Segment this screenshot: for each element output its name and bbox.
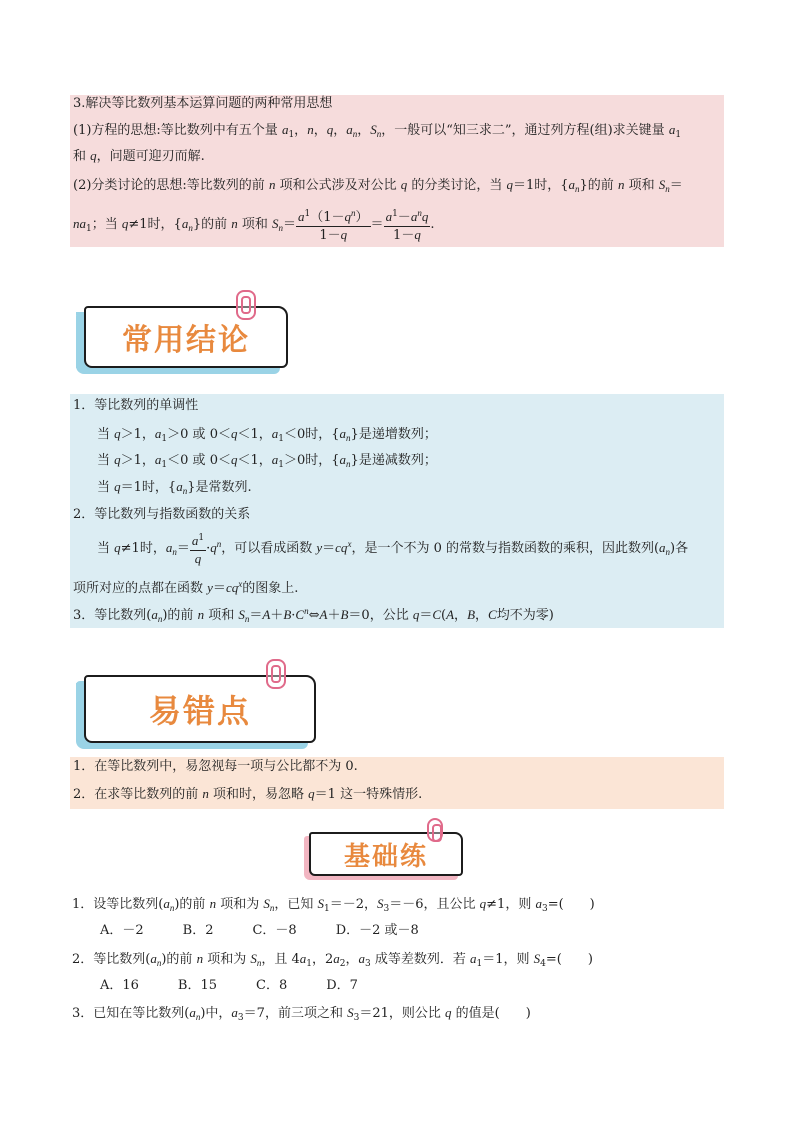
conclusion-1-heading: 1．等比数列的单调性 <box>73 398 199 413</box>
banner-title: 基础练 <box>343 841 428 872</box>
sum-formula-fraction: $\frac{a^1(1-q^n)}{1-q}$ <box>296 205 371 244</box>
banner-title: 易错点 <box>148 692 251 730</box>
section3-heading: 3.解决等比数列基本运算问题的两种常用思想 <box>73 96 333 111</box>
exercise-1: 1．设等比数列$(a_n)$的前 n 项和为 $S_n$，已知 $S_1=-2$，$S_3=-6$，且公比 q≠1，则 $a_3=$( ) <box>72 896 595 914</box>
conclusions-box <box>70 394 724 628</box>
section3-p2: (2)分类讨论的思想:等比数列的前 n 项和公式涉及对公比 q 的分类讨论，当 q＝1时，$\{a_n\}$的前 n 项和 $S_n=$ <box>73 177 683 194</box>
section3-p1: (1)方程的思想:等比数列中有五个量 $a_1$，n，q，$a_n$，$S_n$，一般可以“知三求二”，通过列方程(组)求关键量 $a_1$ <box>73 122 682 140</box>
paperclip-icon <box>266 659 286 689</box>
conclusion-1a: 当 q＞1，$a_1>0$ 或 0＜q＜1，$a_1<0$时，$\{a_n\}$是递增数列； <box>97 426 437 444</box>
pitfall-1: 1．在等比数列中，易忽视每一项与公比都不为 0. <box>73 759 358 774</box>
paperclip-icon <box>236 290 256 320</box>
exercise-2-options: A．16 B．15 C．8 D．7 <box>100 978 358 993</box>
banner-title: 常用结论 <box>122 323 250 358</box>
sum-formula-fraction-2: $\frac{a^1-a^nq}{1-q}$ <box>384 205 431 244</box>
exercise-3: 3．已知在等比数列$(a_n)$中，$a_3=7$，前三项之和 $S_3=21$，则公比 q 的值是( ) <box>72 1005 531 1023</box>
section3-p1-cont: 和 q，问题可迎刃而解. <box>73 148 205 164</box>
conclusion-2b: 项所对应的点都在函数 $y=cq^x$的图象上. <box>73 579 299 596</box>
banner-basic-practice <box>303 826 463 876</box>
banner-common-conclusions <box>76 296 288 368</box>
section3-p3: $na_1$；当 q≠1时，$\{a_n\}$的前 n 项和 $S_n=$ $\frac{a^1(1-q^n)}{1-q}$ ＝ $\frac{a^1-a^nq}{1-q}$ . <box>73 205 434 245</box>
pitfall-2: 2．在求等比数列的前 n 项和时，易忽略 q＝1 这一特殊情形. <box>73 786 423 802</box>
pitfalls-box <box>70 757 724 809</box>
paperclip-icon <box>427 818 443 842</box>
banner-pitfalls <box>76 665 316 743</box>
exercise-1-options: A．－2 B．2 C．－8 D．－2 或－8 <box>100 923 419 938</box>
an-fraction: $\frac{a^1}{q}$ <box>190 530 206 568</box>
conclusion-2a: 当 q≠1时，$a_n=$ $\frac{a^1}{q}$ $\cdot q^n$，可以看成函数 $y=cq^x$，是一个不为 0 的常数与指数函数的乘积，因此数列$(a_n)$各 <box>97 528 688 568</box>
conclusion-2-heading: 2．等比数列与指数函数的关系 <box>73 507 251 522</box>
section3-box <box>70 95 724 247</box>
conclusion-3: 3．等比数列$(a_n)$的前 n 项和 $S_n=A+B\cdot C^n\Leftrightarrow A+B=0$，公比 q＝C(A，B，C均不为零) <box>73 606 554 624</box>
conclusion-1b: 当 q＞1，$a_1<0$ 或 0＜q＜1，$a_1>0$时，$\{a_n\}$是递减数列； <box>97 452 437 470</box>
conclusion-1c: 当 q＝1时，$\{a_n\}$是常数列. <box>97 479 252 496</box>
exercise-2: 2．等比数列$(a_n)$的前 n 项和为 $S_n$，且 $4a_1$，$2a_2$，$a_3$ 成等差数列．若 $a_1=1$，则 $S_4=$( ) <box>72 951 593 969</box>
